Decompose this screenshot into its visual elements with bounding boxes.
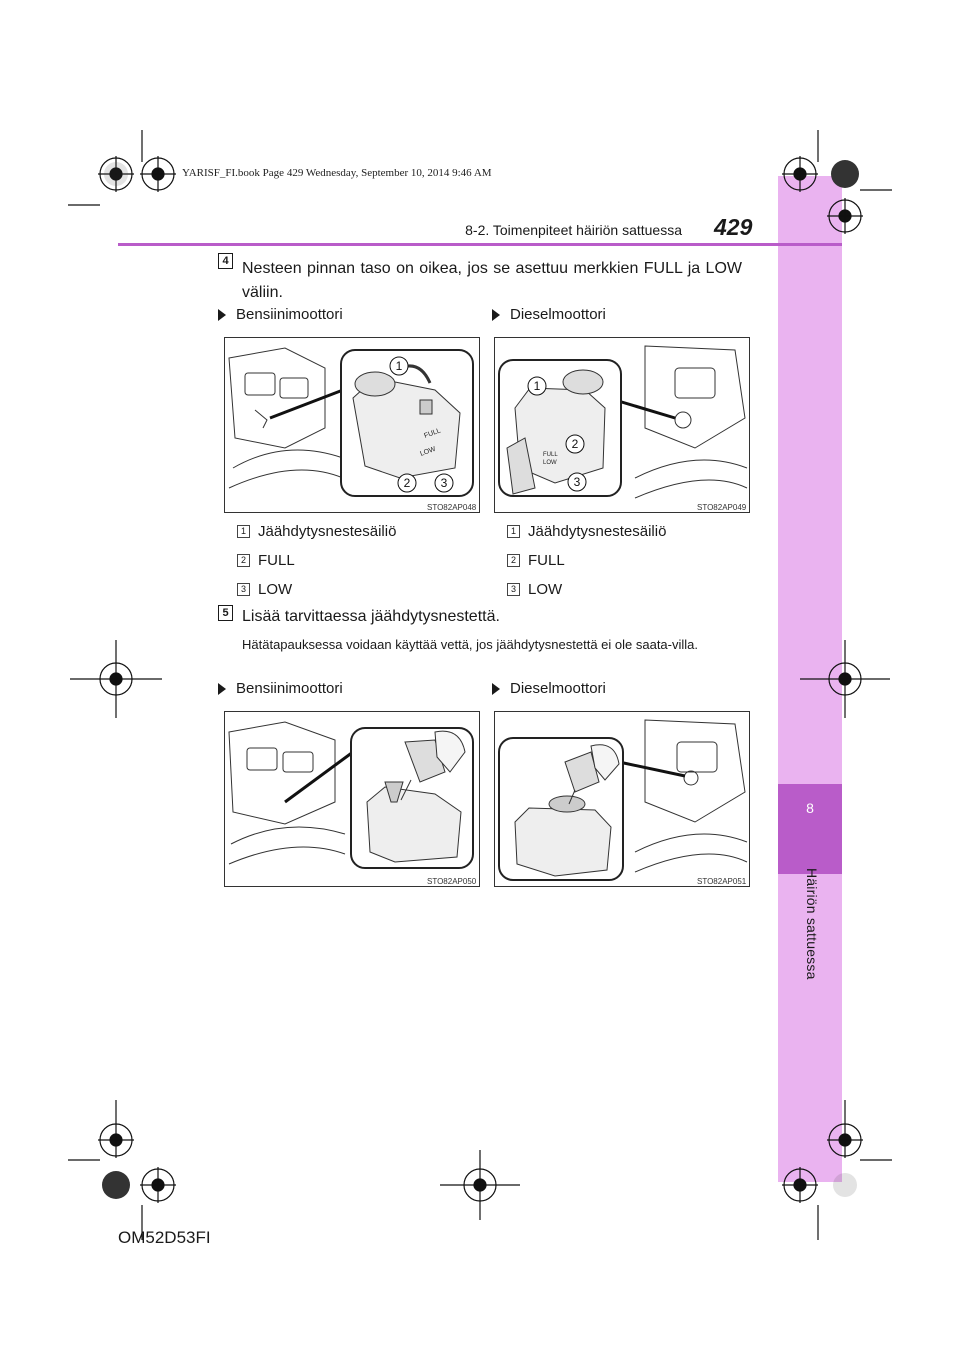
diesel-label: Dieselmoottori xyxy=(510,306,606,323)
low-mark: LOW xyxy=(419,445,437,458)
petrol-label: Bensiinimoottori xyxy=(236,306,343,323)
callout-3: 3 xyxy=(440,476,448,490)
full-mark: FULL xyxy=(543,452,558,458)
document-code: OM52D53FI xyxy=(118,1228,211,1247)
legend-number: 2 xyxy=(237,554,250,567)
step4-text: Nesteen pinnan taso on oikea, jos se asettuu merkkien FULL ja LOW väliin. xyxy=(242,260,742,301)
step-marker-5: 5 xyxy=(218,605,233,621)
callout-1: 1 xyxy=(395,359,403,373)
callout-1: 1 xyxy=(533,379,541,393)
petrol-label: Bensiinimoottori xyxy=(236,680,343,697)
chapter-label: Häiriön sattuessa xyxy=(804,868,820,980)
page-number: 429 xyxy=(714,214,753,240)
legend-label: LOW xyxy=(258,580,293,598)
figure-code-048: STO82AP048 xyxy=(427,503,477,512)
figure-code-049: STO82AP049 xyxy=(697,503,747,512)
legend-label: LOW xyxy=(528,580,563,598)
figure-code-051: STO82AP051 xyxy=(697,877,747,886)
callout-3: 3 xyxy=(573,475,581,489)
low-mark: LOW xyxy=(543,460,557,466)
legend-number: 3 xyxy=(237,583,250,596)
callout-2: 2 xyxy=(403,476,411,490)
legend-label: Jäähdytysnestesäiliö xyxy=(258,522,397,540)
legend-label: Jäähdytysnestesäiliö xyxy=(528,522,667,540)
step5-note: Hätätapauksessa voidaan käyttää vettä, jos jäähdytysnestettä ei ole saata-villa. xyxy=(242,637,698,652)
legend-label: FULL xyxy=(258,551,295,569)
legend-number: 2 xyxy=(507,554,520,567)
step5-text: Lisää tarvittaessa jäähdytysnestettä. xyxy=(242,608,500,625)
callout-2: 2 xyxy=(571,437,579,451)
legend-number: 3 xyxy=(507,583,520,596)
step-marker-4: 4 xyxy=(218,253,233,269)
legend-label: FULL xyxy=(528,551,565,569)
chapter-number: 8 xyxy=(806,800,814,816)
diesel-label: Dieselmoottori xyxy=(510,680,606,697)
section-title: 8-2. Toimenpiteet häiriön sattuessa xyxy=(465,222,682,238)
book-stamp: YARISF_FI.book Page 429 Wednesday, September 10, 2014 9:46 AM xyxy=(182,167,492,179)
full-mark: FULL xyxy=(423,427,442,440)
legend-number: 1 xyxy=(507,525,520,538)
figure-code-050: STO82AP050 xyxy=(427,877,477,886)
legend-number: 1 xyxy=(237,525,250,538)
